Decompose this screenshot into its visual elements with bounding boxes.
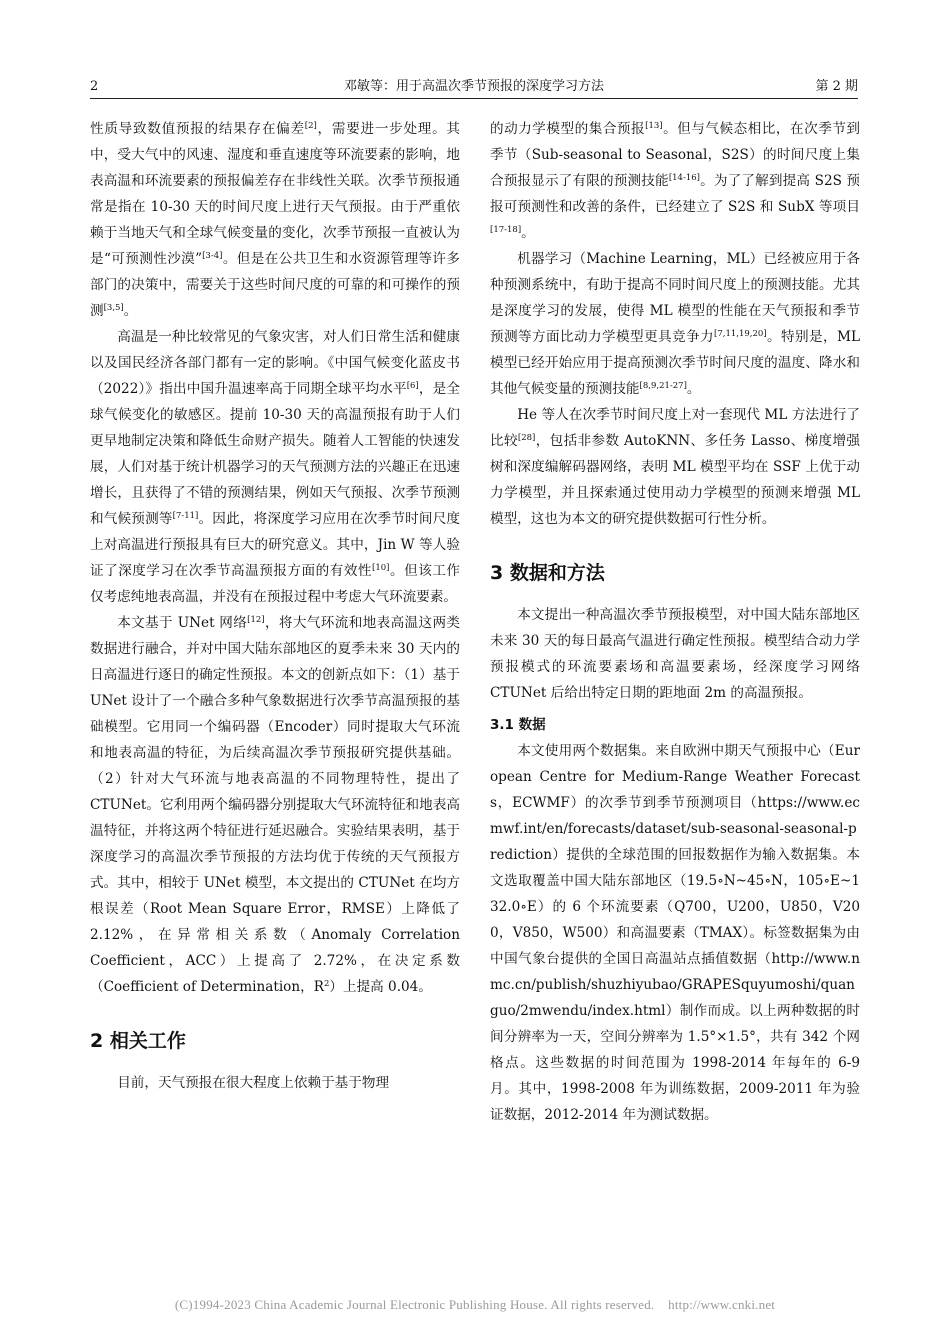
citation-ref[interactable]: [2] [304,120,317,131]
footer-link[interactable]: http://www.cnki.net [668,1297,776,1312]
copyright-notice: (C)1994-2023 China Academic Journal Electronic Publishing House. All rights reserved. [174,1297,655,1312]
paragraph-model-overview: 本文提出一种高温次季节预报模型，对中国大陆东部地区未来 30 天的每日最高气温进行确定性预报。模型结合动力学预报模式的环流要素场和高温要素场，经深度学习网络 CTUNet 后给出特定日期的距地面 2m 的高温预报。 [490,607,860,701]
page-number: 2 [90,79,99,94]
right-column [490,116,860,1128]
citation-ref[interactable]: [14-16] [668,172,700,183]
running-title: 邓敏等：用于高温次季节预报的深度学习方法 [343,79,604,94]
citation-ref[interactable]: [7-11] [172,510,199,521]
superscript: 2 [323,978,330,989]
citation-ref[interactable]: [13] [645,120,663,131]
paragraph-contributions: 本文基于 UNet 网络[12]，将大气环流和地表高温这两类数据进行融合，并对中国大陆东部地区的夏季未来 30 天内的日高温进行逐日的确定性预报。本文的创新点如下：（1）基于 UNet 设计了一个融合多种气象数据进行次季节高温预报的基础模型。它用同一个编码器（Encoder）同时提取大气环流和地表高温的特征，为后续高温次季节预报研究提供基础。（2）针对大气环流与地表高温的不同物理特性，提出了 CTUNet。它利用两个编码器分别提取大气环流特征和地表高温特征，并将这两个特征进行延迟融合。实验结果表明，基于深度学习的高温次季节预报的方法均优于传统的天气预报方式。其中，相较于 UNet 模型，本文提出的 CTUNet 在均方根误差（Root Mean Square Error，RMSE）上降低了 2.12%，在异常相关系数（Anomaly Correlation Coefficient，ACC）上提高了 2.72%，在决定系数（Coefficient of Determination，$R^2$）上提高 0.04。 [90,614,460,995]
paragraph-cont-intro: 性质导致数值预报的结果存在偏差[2]，需要进一步处理。其中，受大气中的风速、湿度和垂直速度等环流要素的影响，地表高温和环流要素的预报偏差存在非线性关联。次季节预报通常是指在 10-30 天的时间尺度上进行天气预报。由于严重依赖于当地天气和全球气候变量的变化，次季节预报一直被认为是“可预测性沙漠”[3-4]。但是在公共卫生和水资源管理等许多部门的决策中，需要关于这些时间尺度的可靠的和可操作的预测[3,5]。 [90,120,461,319]
paragraph-he-et-al: He 等人在次季节时间尺度上对一套现代 ML 方法进行了比较[28]，包括非参数 AutoKNN、多任务 Lasso、梯度增强树和深度编解码器网络，表明 ML 模型平均在 SSF 上优于动力学模型，并且探索通过使用动力学模型的预测来增强 ML 模型，这也为本文的研究提供数据可行性分析。 [490,407,860,527]
citation-ref[interactable]: [12] [247,614,265,625]
left-column [90,116,460,1096]
citation-ref[interactable]: [6] [406,380,419,391]
paragraph-ensemble-forecast: 的动力学模型的集合预报[13]。但与气候态相比，在次季节到季节（Sub-seasonal to Seasonal，S2S）的时间尺度上集合预报显示了有限的预测技能[14-16]。为了了解到提高 S2S 预报可预测性和改善的条件，已经建立了 S2S 和 SubX 等项目[17-18]。 [490,120,861,241]
section-heading-data-methods: 3 数据和方法 [490,562,605,584]
citation-ref[interactable]: [17-18] [490,224,522,235]
citation-ref[interactable]: [3,5] [103,302,124,313]
citation-ref[interactable]: [8,9,21-27] [639,380,687,391]
citation-ref[interactable]: [7,11,19,20] [714,328,767,339]
citation-ref[interactable]: [3-4] [202,250,223,261]
citation-ref[interactable]: [28] [517,432,536,443]
section-heading-related-work: 2 相关工作 [90,1030,186,1052]
running-header [90,76,858,100]
paragraph-related-work-start: 目前，天气预报在很大程度上依赖于基于物理 [117,1075,390,1091]
header-divider [90,98,858,99]
page-footer [0,1297,950,1313]
paragraph-machine-learning: 机器学习（Machine Learning，ML）已经被应用于各种预测系统中，有助于提高不同时间尺度上的预测技能。尤其是深度学习的发展，使得 ML 模型的性能在天气预报和季节预测等方面比动力学模型更具竞争力[7,11,19,20]。特别是，ML 模型已经开始应用于提高预测次季节时间尺度的温度、降水和其他气候变量的预测技能[8,9,21-27]。 [490,251,861,397]
citation-ref[interactable]: [10] [372,562,390,573]
paragraph-datasets: 本文使用两个数据集。来自欧洲中期天气预报中心（European Centre for Medium-Range Weather Forecasts，ECWMF）的次季节到季节预测项目（https://www.ecmwf.int/en/forecasts/dataset/sub-seasonal-seasonal-prediction）提供的全球范围的回报数据作为输入数据集。本文选取覆盖中国大陆东部地区（19.5∘N~45∘N，105∘E~132.0∘E）的 6 个环流要素（Q700，U200，U850，V200，V850，W500）和高温要素（TMAX）。标签数据集为由中国气象台提供的全国日高温站点插值数据（http://www.nmc.cn/publish/shuzhiyubao/GRAPESquyumoshi/quanguo/2mwendu/index.html）制作而成。以上两种数据的时间分辨率为一天，空间分辨率为 1.5°×1.5°，共有 342 个网格点。这些数据的时间范围为 1998-2014 年每年的 6-9 月。其中，1998-2008 年为训练数据，2009-2011 年为验证数据，2012-2014 年为测试数据。 [490,743,860,1123]
subsection-heading-data: 3.1 数据 [490,717,546,733]
issue-number: 第 2 期 [815,79,858,94]
paragraph-heat-hazard: 高温是一种比较常见的气象灾害，对人们日常生活和健康以及国民经济各部门都有一定的影响。《中国气候变化蓝皮书（2022）》指出中国升温速率高于同期全球平均水平[6]，是全球气候变化的敏感区。提前 10-30 天的高温预报有助于人们更早地制定决策和降低生命财产损失。随着人工智能的快速发展，人们对基于统计机器学习的天气预测方法的兴趣正在迅速增长，且获得了不错的预测结果，例如天气预报、次季节预测和气候预测等[7-11]。因此，将深度学习应用在次季节时间尺度上对高温进行预报具有巨大的研究意义。其中，Jin W 等人验证了深度学习在次季节高温预报方面的有效性[10]。但该工作仅考虑纯地表高温，并没有在预报过程中考虑大气环流要素。 [90,329,461,605]
